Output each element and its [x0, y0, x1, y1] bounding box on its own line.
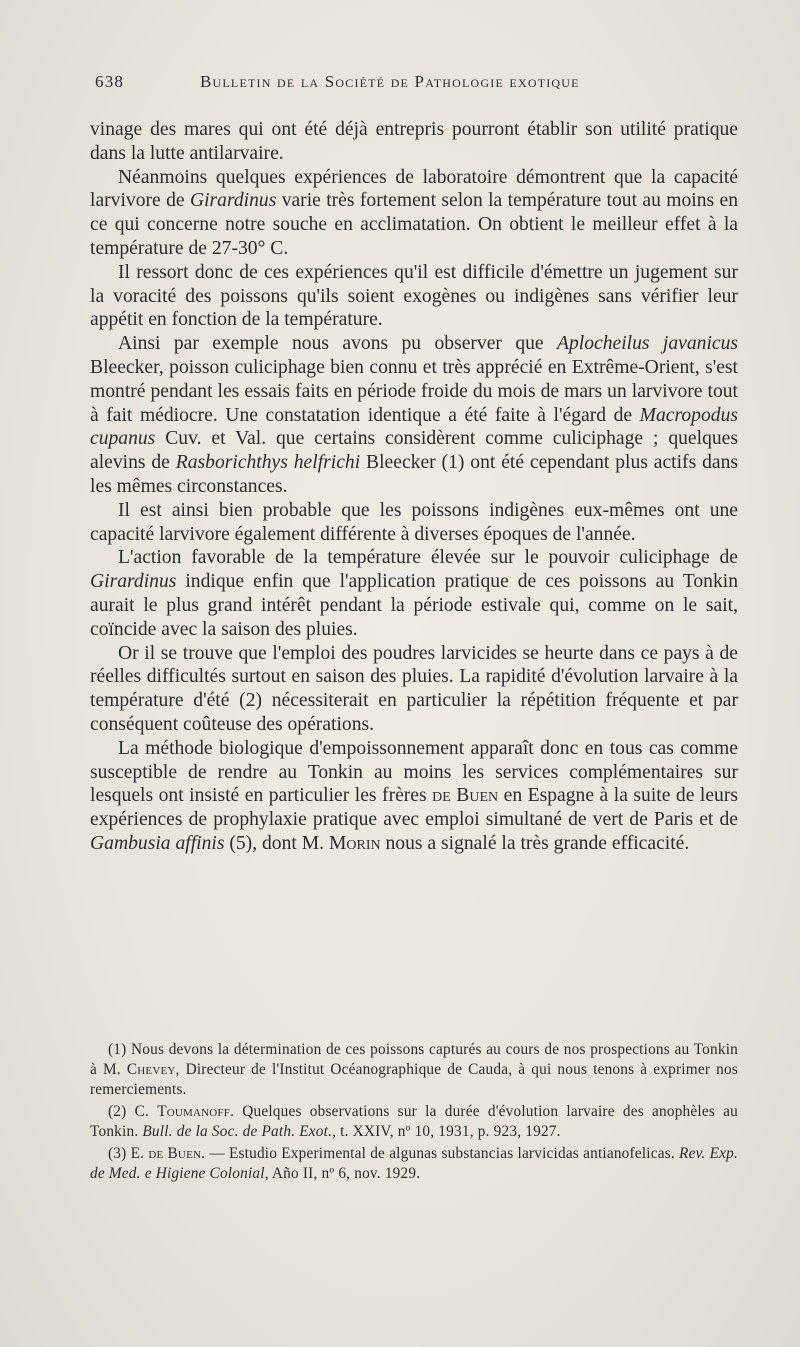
species-name: Girardinus — [189, 190, 277, 212]
paragraph-8: La méthode biologique d'empoissonnement apparaît donc en tous cas comme susceptible de rendre au Tonkin au moins les services complémentaires sur lesquels ont insisté en particulier les frères de Buen en Espagne à la suite de leurs expériences de prophylaxie pratique avec emploi simultané de vert de Paris et de Gambusia affinis (5), dont M. Morin nous a signalé la très grande efficacité. — [90, 737, 738, 854]
species-name: Girardinus — [90, 571, 177, 593]
author-name: Morin — [328, 832, 381, 854]
paragraph-6: L'action favorable de la température élevée sur le pouvoir culiciphage de Girardinus indique enfin que l'application pratique de ces poissons au Tonkin aurait le plus grand intérêt pendant la période estivale qui, comme on le sait, coïncide avec la saison des pluies. — [90, 547, 738, 640]
footnote-3: (3) E. de Buen. — Estudio Experimental de algunas substancias larvicidas antianofelicas. Rev. Exp. de Med. e Higiene Colonial, Año II, nº 6, nov. 1929. — [90, 1145, 738, 1182]
author-name: Toumanoff — [157, 1103, 231, 1120]
paragraph-4: Ainsi par exemple nous avons pu observer que Aplocheilus javanicus Bleecker, poisson culiciphage bien connu et très apprécié en Extrême-Orient, s'est montré pendant les essais faits en période froide du mois de mars un larvivore tout à fait médiocre. Une constatation identique a été faite à l'égard de Macropodus cupanus Cuv. et Val. que certains considèrent comme culiciphage ; quelques alevins de Rasborichthys helfrichi Bleecker (1) ont été cependant plus actifs dans les mêmes circonstances. — [90, 333, 739, 497]
author-name: de Buen — [432, 785, 499, 807]
species-name: Macropodus cupanus — [90, 404, 738, 450]
species-name: Rasborichthys helfrichi — [175, 452, 361, 474]
species-name: Gambusia affinis — [90, 832, 225, 854]
running-header — [95, 72, 735, 102]
page-number: 638 — [95, 72, 125, 91]
paragraph-2: Néanmoins quelques expériences de laboratoire démontrent que la capacité larvivore de Girardinus varie très fortement selon la température tout au moins en ce qui concerne notre souche en acclimatation. On obtient le meilleur effet à la température de 27-30° C. — [90, 166, 739, 259]
footnote-1: (1) Nous devons la détermination de ces poissons capturés au cours de nos prospections au Tonkin à M. Chevey, Directeur de l'Institut Océanographique de Cauda, à qui nous tenons à exprimer nos remerciements. — [90, 1041, 738, 1098]
journal-title: Rev. Exp. de Med. e Higiene Colonial — [90, 1145, 738, 1182]
body-text — [90, 118, 738, 856]
author-name: Chevey — [126, 1061, 176, 1078]
species-name: Aplocheilus javanicus — [557, 333, 739, 355]
paragraph-3: Il ressort donc de ces expériences qu'il est difficile d'émettre un jugement sur la voracité des poissons qu'ils soient exogènes ou indigènes sans vérifier leur appétit en fonction de la température. — [90, 261, 738, 331]
author-name: de Buen — [148, 1145, 202, 1162]
footnote-2: (2) C. Toumanoff. Quelques observations sur la durée d'évolution larvaire des anophèles au Tonkin. Bull. de la Soc. de Path. Exot., t. XXIV, nº 10, 1931, p. 923, 1927. — [90, 1103, 738, 1140]
footnotes — [90, 1040, 738, 1186]
paragraph-1: vinage des mares qui ont été déjà entrepris pourront établir son utilité pratique dans la lutte antilarvaire. — [90, 119, 738, 164]
running-title: Bulletin de la Société de Pathologie exotique — [200, 72, 580, 91]
journal-title: Bull. de la Soc. de Path. Exot. — [142, 1123, 333, 1140]
paragraph-7: Or il se trouve que l'emploi des poudres larvicides se heurte dans ce pays à de réelles difficultés surtout en saison des pluies. La rapidité d'évolution larvaire à la température d'été (2) nécessiterait en particulier la répétition fréquente et par conséquent coûteuse des opérations. — [90, 642, 738, 735]
paragraph-5: Il est ainsi bien probable que les poissons indigènes eux-mêmes ont une capacité larvivore également différente à diverses époques de l'année. — [90, 499, 738, 545]
